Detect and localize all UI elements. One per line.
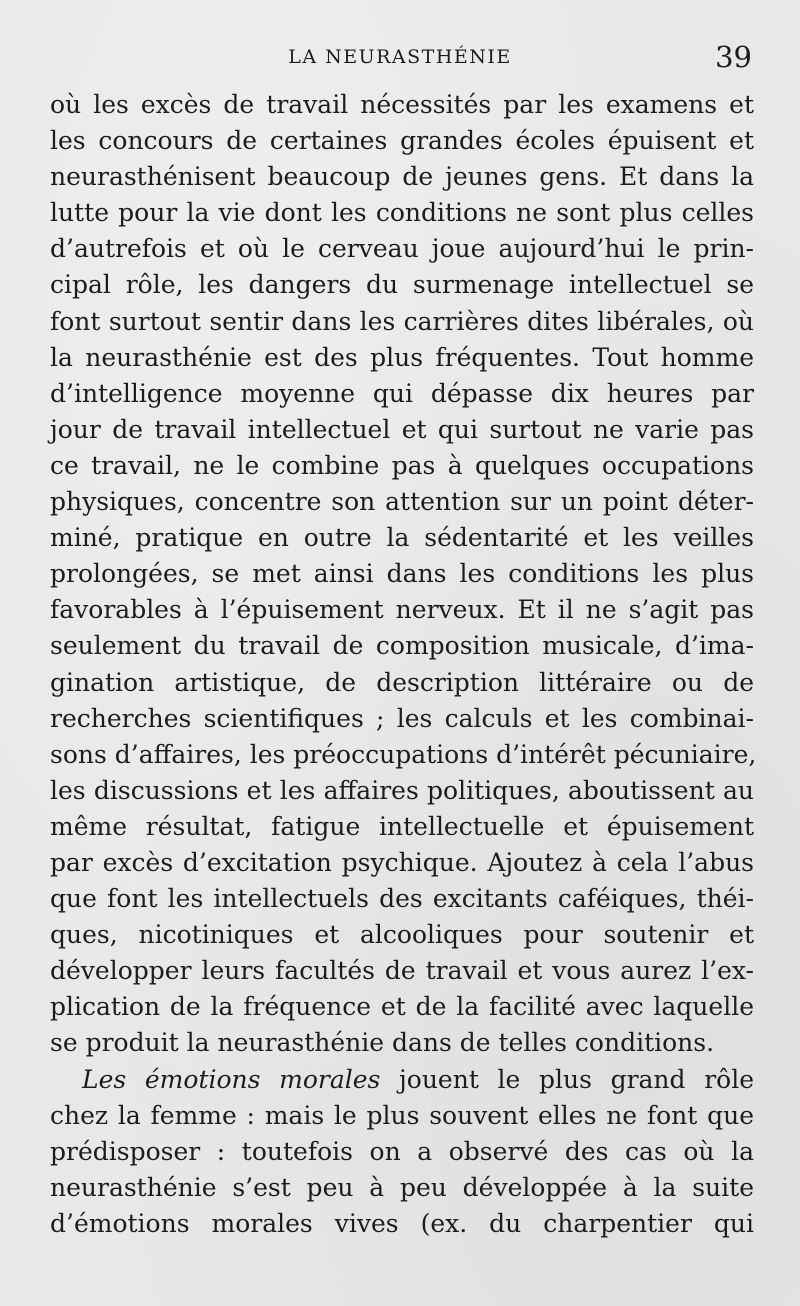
body-text <box>50 87 757 1242</box>
text-line: lutte pour la vie dont les conditions ne sont plus celles <box>50 198 754 228</box>
text-line: sons d’affaires, les préoccupations d’intérêt pécuniaire, <box>50 739 757 769</box>
text-line: développer leurs facultés de travail et vous aurez l’ex- <box>50 956 754 986</box>
text-line: seulement du travail de composition musicale, d’ima- <box>50 631 754 661</box>
text-line: prédisposer : toutefois on a observé des cas où la <box>50 1136 754 1166</box>
text-line: gination artistique, de description littéraire ou de <box>50 667 754 697</box>
text-line: la neurasthénie est des plus fréquentes. Tout homme <box>50 342 754 372</box>
text-line: les discussions et les affaires politiques, aboutissent au <box>50 775 754 805</box>
text-line: ques, nicotiniques et alcooliques pour soutenir et <box>50 920 754 950</box>
text-line: les concours de certaines grandes écoles épuisent et <box>50 126 754 156</box>
text-line: chez la femme : mais le plus souvent elles ne font que <box>50 1100 754 1130</box>
text-line: favorables à l’épuisement nerveux. Et il ne s’agit pas <box>50 595 754 625</box>
text-line: miné, pratique en outre la sédentarité et les veilles <box>50 523 754 553</box>
text-line: par excès d’excitation psychique. Ajoutez à cela l’abus <box>50 847 754 877</box>
text-line: où les excès de travail nécessités par les examens et <box>50 90 754 119</box>
text-line: d’autrefois et où le cerveau joue aujourd’hui le prin- <box>50 234 754 264</box>
running-head <box>0 40 800 76</box>
paragraph-first-line <box>50 1062 754 1098</box>
text-line: plication de la fréquence et de la facilité avec laquelle <box>50 992 754 1022</box>
text-line: neurasthénie s’est peu à peu développée à la suite <box>50 1172 754 1202</box>
page-number: 39 <box>715 40 752 74</box>
paragraph-last-line: se produit la neurasthénie dans de telles conditions. <box>50 1028 715 1058</box>
text-line: que font les intellectuels des excitants caféiques, théi- <box>50 884 754 914</box>
text-line: font surtout sentir dans les carrières dites libérales, où <box>50 306 754 336</box>
text-line: physiques, concentre son attention sur un point déter- <box>50 487 754 517</box>
text-line: neurasthénisent beaucoup de jeunes gens. Et dans la <box>50 162 754 192</box>
text-line: ce travail, ne le combine pas à quelques occupations <box>50 450 754 480</box>
text-line: prolongées, se met ainsi dans les conditions les plus <box>50 559 754 589</box>
italic-lead: Les émotions morales <box>82 1064 381 1094</box>
text-line: jour de travail intellectuel et qui surtout ne varie pas <box>50 414 754 444</box>
text-line: d’intelligence moyenne qui dépasse dix heures par <box>50 378 754 408</box>
text-line: d’émotions morales vives (ex. du charpentier qui <box>50 1208 754 1238</box>
running-title: LA NEURASTHÉNIE <box>288 46 512 68</box>
text-line: recherches scientifiques ; les calculs et les combinai- <box>50 703 754 733</box>
lead-rest: jouent le plus grand rôle <box>380 1064 754 1094</box>
text-line: même résultat, fatigue intellectuelle et épuisement <box>50 811 754 841</box>
text-line: cipal rôle, les dangers du surmenage intellectuel se <box>50 270 754 300</box>
